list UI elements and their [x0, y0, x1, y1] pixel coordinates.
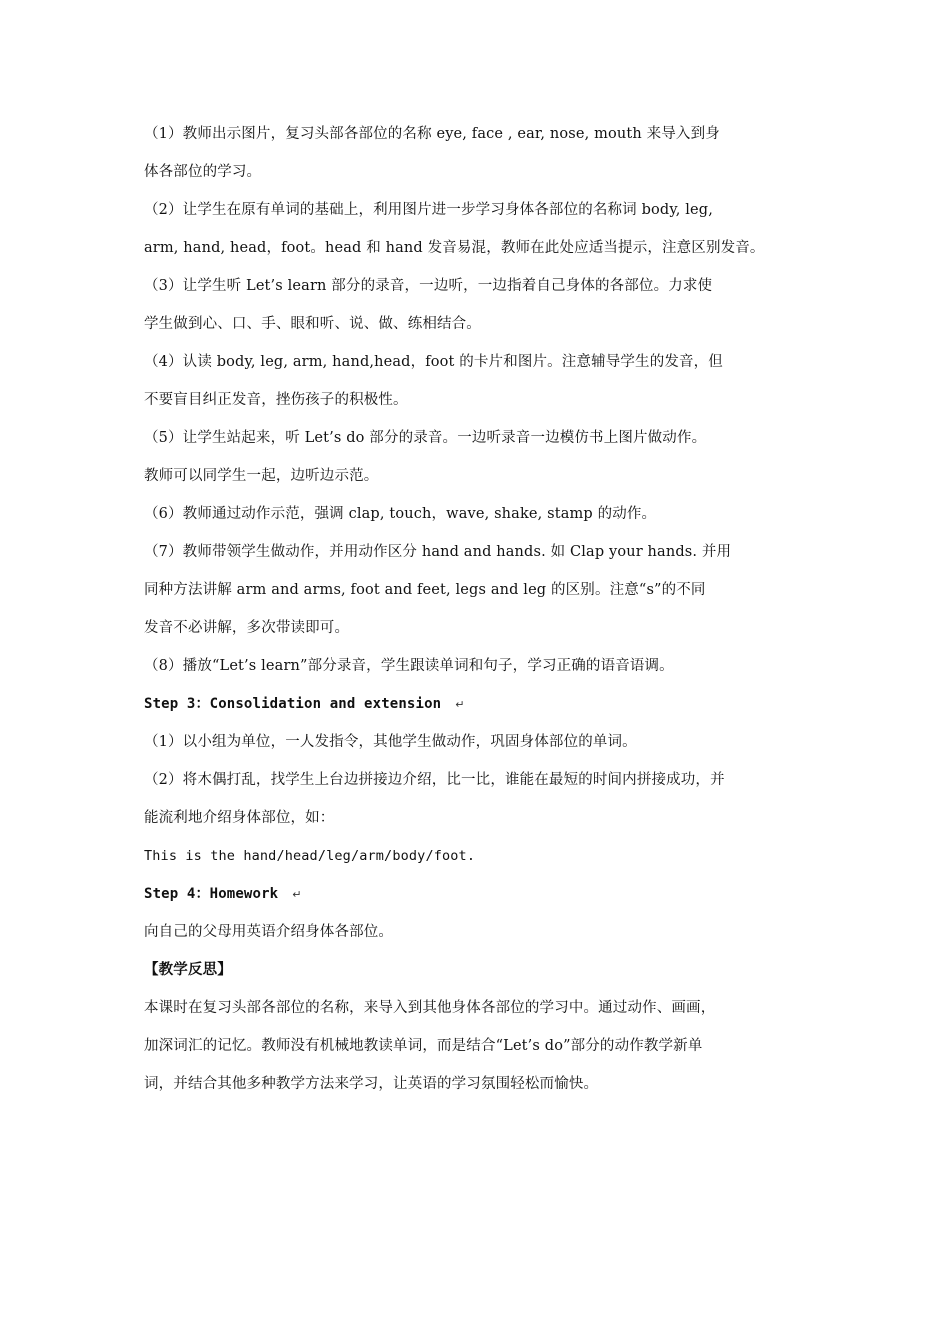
step3-heading-text: Step 3：Consolidation and extension: [144, 696, 442, 712]
body-line: 能流利地介绍身体部位，如：: [144, 810, 335, 826]
example-sentence: This is the hand/head/leg/arm/body/foot.: [144, 848, 476, 864]
reflection-heading: 【教学反思】: [144, 962, 232, 978]
body-line: （2）将木偶打乱，找学生上台边拼接边介绍，比一比，谁能在最短的时间内拼接成功，并: [144, 772, 725, 788]
body-line: 发音不必讲解，多次带读即可。: [144, 620, 350, 636]
step4-heading-text: Step 4：Homework: [144, 886, 279, 902]
paragraph-mark-icon: ↵: [455, 698, 465, 711]
body-line: 加深词汇的记忆。教师没有机械地教读单词，而是结合“Let’s do”部分的动作教学新单: [144, 1038, 703, 1054]
body-line: （1）以小组为单位，一人发指令，其他学生做动作，巩固身体部位的单词。: [144, 734, 637, 750]
body-line: 不要盲目纠正发音，挫伤孩子的积极性。: [144, 392, 408, 408]
body-line: （8）播放“Let’s learn”部分录音，学生跟读单词和句子，学习正确的语音语调。: [144, 658, 674, 674]
paragraph-mark-icon: ↵: [292, 888, 302, 901]
body-line: （2）让学生在原有单词的基础上，利用图片进一步学习身体各部位的名称词 body, leg,: [144, 202, 713, 218]
document-body: [144, 124, 812, 1112]
step4-heading: [144, 884, 812, 904]
body-line: 词，并结合其他多种教学方法来学习，让英语的学习氛围轻松而愉快。: [144, 1076, 599, 1092]
body-line: 同种方法讲解 arm and arms, foot and feet, legs and leg 的区别。注意“s”的不同: [144, 582, 706, 598]
body-line: 教师可以同学生一起，边听边示范。: [144, 468, 379, 484]
body-line: （6）教师通过动作示范，强调 clap, touch，wave, shake, stamp 的动作。: [144, 506, 657, 522]
step3-heading: [144, 694, 812, 714]
body-line: 学生做到心、口、手、眼和听、说、做、练相结合。: [144, 316, 481, 332]
body-line: （4）认读 body, leg, arm, hand,head，foot 的卡片和图片。注意辅导学生的发音，但: [144, 354, 723, 370]
body-line: arm, hand, head，foot。head 和 hand 发音易混，教师在此处应适当提示，注意区别发音。: [144, 240, 765, 256]
body-line: （5）让学生站起来，听 Let’s do 部分的录音。一边听录音一边模仿书上图片做动作。: [144, 430, 707, 446]
body-line: 体各部位的学习。: [144, 164, 262, 180]
body-line: （3）让学生听 Let’s learn 部分的录音，一边听，一边指着自己身体的各部位。力求使: [144, 278, 713, 294]
body-line: （1）教师出示图片，复习头部各部位的名称 eye, face , ear, nose, mouth 来导入到身: [144, 126, 720, 142]
body-line: （7）教师带领学生做动作，并用动作区分 hand and hands. 如 Clap your hands. 并用: [144, 544, 732, 560]
body-line: 向自己的父母用英语介绍身体各部位。: [144, 924, 394, 940]
body-line: 本课时在复习头部各部位的名称，来导入到其他身体各部位的学习中。通过动作、画画，: [144, 1000, 716, 1016]
